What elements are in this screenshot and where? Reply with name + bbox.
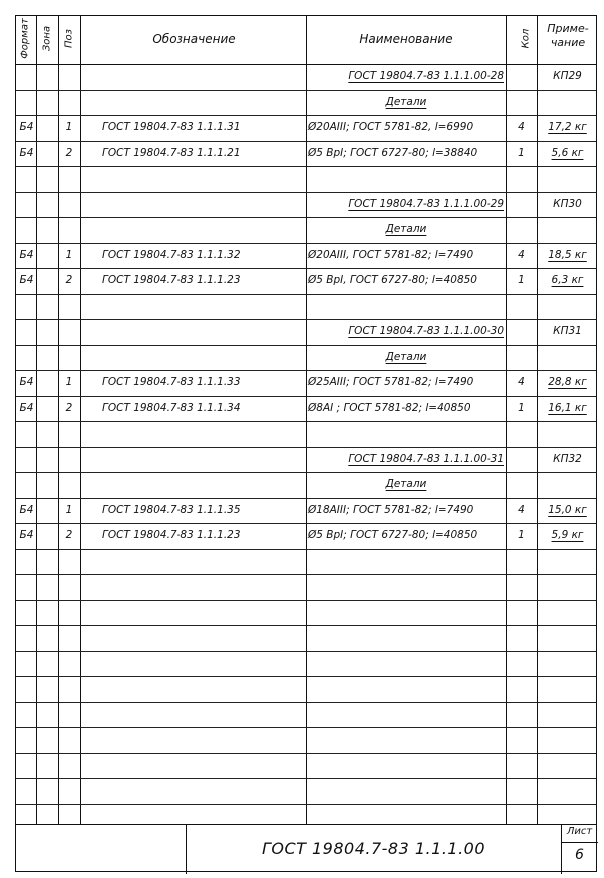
row-designation: ГОСТ 19804.7-83 1.1.1.33 [102,376,241,388]
row-pos [58,421,80,445]
row-pos: 2 [65,529,73,541]
row-pos [58,294,80,318]
row-designation [102,217,302,241]
row-designation: ГОСТ 19804.7-83 1.1.1.34 [102,401,241,414]
assembly-designation: ГОСТ 19804.7-83 1.1.1.00-28 [348,70,504,82]
row-pos [58,217,80,241]
row-note [537,166,598,190]
row-format [17,217,36,241]
row-designation [102,166,302,190]
sheet-box-divider [561,842,598,843]
row-name: Ø5 ВрI; ГОСТ 6727-80; l=40850 [308,529,478,541]
assembly-designation: ГОСТ 19804.7-83 1.1.1.00-29 [348,197,504,210]
row-pos: 1 [65,248,73,261]
row-designation [102,472,302,496]
row-designation: ГОСТ 19804.7-83 1.1.1.31 [102,121,241,133]
specification-sheet [15,15,597,872]
header-zone: Зона [41,25,53,52]
row-format: Б4 [19,401,34,414]
row-note: 15,0 кг [548,503,587,516]
section-title: Детали [385,95,427,108]
row-name [308,294,506,318]
row-designation [102,294,302,318]
row-format: Б4 [19,121,34,133]
row-qty [506,345,537,369]
row-name: Ø20АIII; ГОСТ 5781-82, l=6990 [308,121,474,133]
row-qty [506,421,537,445]
row-name: Ø8АI ; ГОСТ 5781-82; l=40850 [308,401,471,414]
sheet-label: Лист [566,826,593,837]
row-separator [16,549,596,550]
row-note: 16,1 кг [548,401,587,414]
row-note [537,345,598,369]
row-name: Ø20АIII, ГОСТ 5781-82; l=7490 [308,248,474,261]
row-note: 6,3 кг [551,274,584,286]
row-qty [506,192,537,216]
row-pos: 2 [65,401,73,414]
row-separator [16,727,596,728]
row-pos [58,64,80,88]
row-qty: 4 [518,248,525,261]
row-note: 28,8 кг [548,376,587,388]
row-note [537,217,598,241]
row-pos [58,90,80,114]
row-name: Ø5 ВрI; ГОСТ 6727-80; l=38840 [308,146,478,159]
row-format: Б4 [19,503,34,516]
assembly-designation: ГОСТ 19804.7-83 1.1.1.00-31 [348,452,504,465]
header-format: Формат [19,18,31,59]
row-format: Б4 [19,146,34,159]
row-qty [506,472,537,496]
row-pos: 1 [65,376,73,388]
col-divider-format [36,16,37,824]
row-pos [58,319,80,343]
row-format [17,345,36,369]
row-separator [16,600,596,601]
row-format [17,421,36,445]
row-note [537,421,598,445]
row-format [17,447,36,471]
row-separator [16,574,596,575]
row-qty: 4 [518,503,525,516]
row-note: 5,9 кг [551,529,584,541]
row-note: КП30 [553,197,582,210]
assembly-designation: ГОСТ 19804.7-83 1.1.1.00-30 [348,325,504,337]
row-designation: ГОСТ 19804.7-83 1.1.1.23 [102,529,241,541]
row-designation: ГОСТ 19804.7-83 1.1.1.32 [102,248,241,261]
sheet-number: 6 [575,847,584,863]
row-format [17,294,36,318]
header-qty: Кол [520,28,532,49]
row-designation: ГОСТ 19804.7-83 1.1.1.35 [102,503,241,516]
row-name [308,166,506,190]
col-divider-pos [80,16,81,824]
row-qty [506,319,537,343]
row-qty: 1 [518,274,525,286]
row-qty: 1 [518,529,525,541]
row-pos: 2 [65,146,73,159]
row-note: КП32 [553,452,582,465]
row-qty [506,64,537,88]
row-note [537,90,598,114]
row-name: Ø18АIII; ГОСТ 5781-82; l=7490 [308,503,474,516]
row-note: 18,5 кг [548,248,587,261]
row-note [537,472,598,496]
row-designation [102,64,302,88]
row-name: Ø25АIII; ГОСТ 5781-82; l=7490 [308,376,474,388]
row-pos: 2 [65,274,73,286]
row-separator [16,625,596,626]
row-pos [58,472,80,496]
row-note: КП29 [553,70,582,82]
row-note: 17,2 кг [548,121,587,133]
row-designation [102,192,302,216]
row-format: Б4 [19,376,34,388]
document-designation: ГОСТ 19804.7-83 1.1.1.00 [261,839,486,858]
row-qty: 1 [518,401,525,414]
row-qty [506,447,537,471]
row-designation [102,345,302,369]
header-name: Наименование [359,32,453,46]
row-format [17,472,36,496]
section-title: Детали [385,350,427,363]
row-pos [58,166,80,190]
row-name: Ø5 ВрI, ГОСТ 6727-80; l=40850 [308,274,477,286]
row-qty: 4 [518,376,525,388]
row-separator [16,676,596,677]
row-format [17,64,36,88]
row-pos: 1 [65,503,73,516]
row-format: Б4 [19,274,34,286]
row-qty [506,217,537,241]
row-separator [16,753,596,754]
row-format [17,166,36,190]
header-pos: Поз [63,29,75,48]
row-pos [58,192,80,216]
row-separator [16,651,596,652]
row-separator [16,804,596,805]
row-pos: 1 [65,121,73,133]
row-name [308,421,506,445]
row-qty [506,294,537,318]
title-block [16,824,596,874]
row-designation: ГОСТ 19804.7-83 1.1.1.21 [102,146,241,159]
header-note: Приме- чание [547,22,589,49]
row-separator [16,778,596,779]
row-designation [102,90,302,114]
row-qty [506,90,537,114]
header-designation: Обозначение [152,32,236,46]
section-title: Детали [385,478,427,490]
col-divider-designation [306,16,307,824]
row-format: Б4 [19,248,34,261]
row-designation [102,319,302,343]
row-note [537,294,598,318]
row-qty [506,166,537,190]
row-designation: ГОСТ 19804.7-83 1.1.1.23 [102,274,241,286]
row-qty: 4 [518,121,525,133]
row-note: 5,6 кг [551,146,584,159]
row-designation [102,421,302,445]
row-separator [16,702,596,703]
row-qty: 1 [518,146,525,159]
row-format [17,192,36,216]
row-pos [58,447,80,471]
row-pos [58,345,80,369]
row-format [17,90,36,114]
row-designation [102,447,302,471]
row-format [17,319,36,343]
section-title: Детали [385,223,427,235]
row-format: Б4 [19,529,34,541]
row-note: КП31 [553,325,582,337]
